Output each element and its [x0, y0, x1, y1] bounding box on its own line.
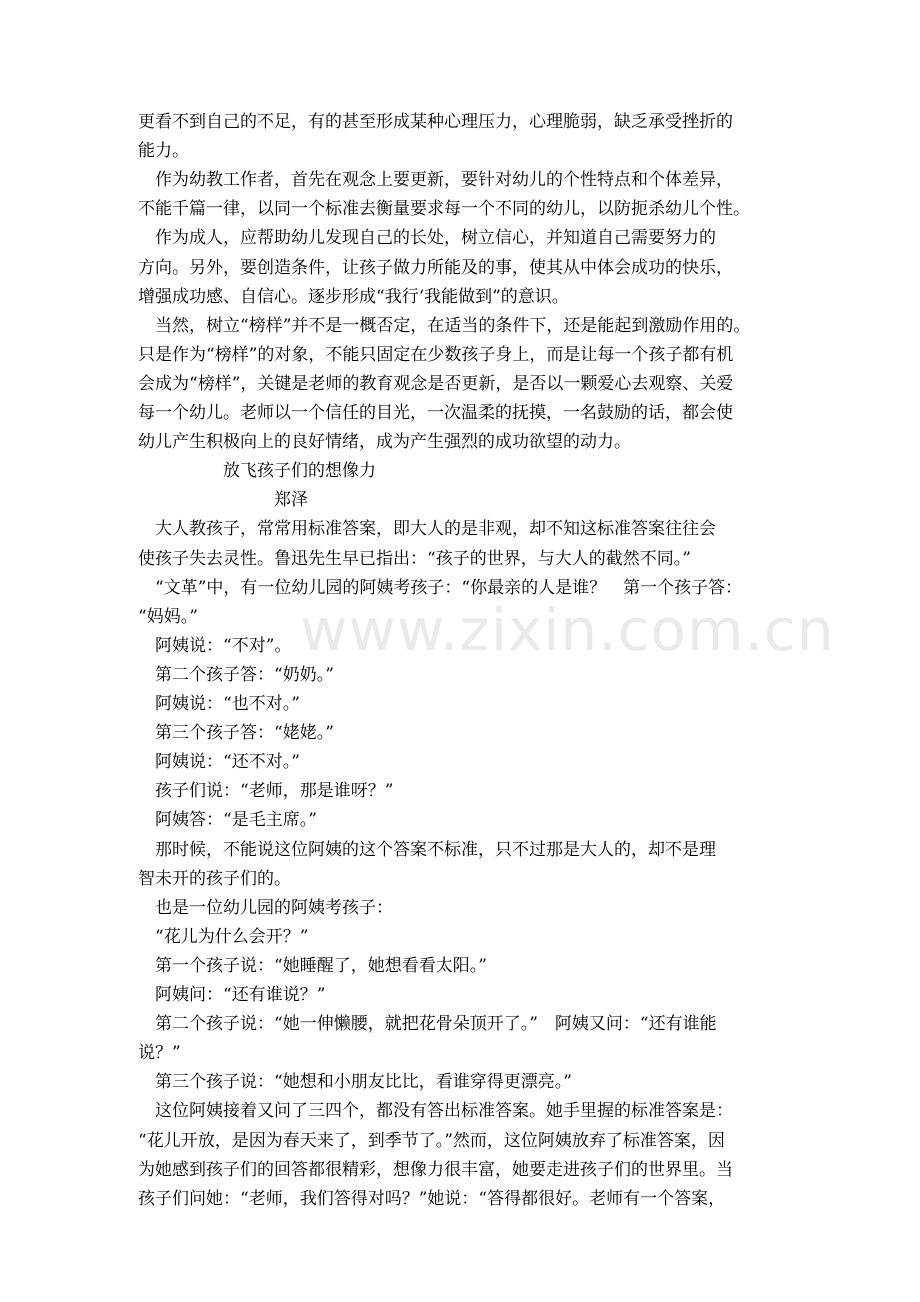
text-line: 阿姨说：“还不对。” — [138, 752, 300, 773]
text-line: 会成为“榜样”，关键是老师的教育观念是否更新，是否以一颗爱心去观察、关爱 — [138, 373, 734, 394]
text-line: 第三个孩子答：“姥姥。” — [138, 723, 334, 744]
text-line: 阿姨说：“也不对。” — [138, 694, 300, 714]
text-line: 每一个幼儿。老师以一个信任的目光，一次温柔的抚摸，一名鼓励的话，都会使 — [138, 403, 733, 423]
text-line: “妈妈。” — [138, 606, 198, 627]
text-line: 大人教孩子，常常用标准答案，即大人的是非观，却不知这标准答案往往会 — [138, 519, 716, 540]
text-line: “文革”中，有一位幼儿园的阿姨考孩子：“你最亲的人是谁？ 第一个孩子答： — [138, 577, 743, 598]
text-line: 幼儿产生积极向上的良好情绪，成为产生强烈的成功欲望的动力。 — [138, 432, 631, 453]
text-line: “花儿开放，是因为春天来了，到季节了。”然而，这位阿姨放弃了标准答案，因 — [138, 1130, 725, 1151]
text-line: 阿姨问：“还有谁说？” — [138, 985, 326, 1005]
text-line: 当然，树立“榜样”并不是一概否定，在适当的条件下，还是能起到激励作用的。 — [138, 315, 751, 336]
text-line: 第三个孩子说：“她想和小朋友比比，看谁穿得更漂亮。” — [138, 1072, 572, 1093]
article-author: 郑泽 — [138, 490, 308, 511]
text-line: 也是一位幼儿园的阿姨考孩子： — [138, 897, 393, 918]
text-line: 说？” — [138, 1043, 181, 1064]
text-line: 能力。 — [138, 141, 189, 162]
text-line: 不能千篇一律，以同一个标准去衡量要求每一个不同的幼儿，以防扼杀幼儿个性。 — [138, 199, 750, 220]
text-line: 第一个孩子说：“她睡醒了，她想看看太阳。” — [138, 955, 487, 976]
text-line: 那时候，不能说这位阿姨的这个答案不标准，只不过那是大人的，却不是理 — [138, 839, 716, 860]
text-line: “花儿为什么会开？” — [138, 926, 309, 947]
text-line: 第二个孩子说：“她一伸懒腰，就把花骨朵顶开了。” 阿姨又问：“还有谁能 — [138, 1014, 717, 1035]
text-line: 这位阿姨接着又问了三四个，都没有答出标准答案。她手里握的标准答案是： — [138, 1101, 733, 1122]
text-line: 智未开的孩子们的。 — [138, 868, 291, 889]
watermark: www.zixin.com.cn — [300, 596, 835, 664]
text-line: 作为成人，应帮助幼儿发现自己的长处，树立信心，并知道自己需要努力的 — [138, 228, 716, 249]
text-line: 只是作为“榜样”的对象，不能只固定在少数孩子身上，而是让每一个孩子都有机 — [138, 344, 734, 365]
text-line: 孩子们说：“老师，那是谁呀？” — [138, 781, 394, 802]
text-line: 方向。另外，要创造条件，让孩子做力所能及的事，使其从中体会成功的快乐， — [138, 257, 733, 278]
text-line: 第二个孩子答：“奶奶。” — [138, 664, 334, 685]
text-line: 阿姨说：“不对”。 — [138, 635, 292, 656]
text-line: 使孩子失去灵性。鲁迅先生早已指出：“孩子的世界，与大人的截然不同。” — [138, 548, 691, 569]
article-title: 放飞孩子们的想像力 — [138, 461, 376, 482]
text-line: 作为幼教工作者，首先在观念上要更新，要针对幼儿的个性特点和个体差异， — [138, 170, 733, 191]
text-line: 为她感到孩子们的回答都很精彩，想像力很丰富，她要走进孩子们的世界里。当 — [138, 1159, 733, 1180]
text-line: 更看不到自己的不足，有的甚至形成某种心理压力，心理脆弱，缺乏承受挫折的 — [138, 112, 733, 132]
text-line: 阿姨答：“是毛主席。” — [138, 810, 317, 831]
text-line: 增强成功感、自信心。逐步形成“我行‘我能做到”的意识。 — [138, 286, 569, 307]
text-line: 孩子们问她：“老师，我们答得对吗？”她说：“答得都很好。老师有一个答案， — [138, 1188, 726, 1209]
